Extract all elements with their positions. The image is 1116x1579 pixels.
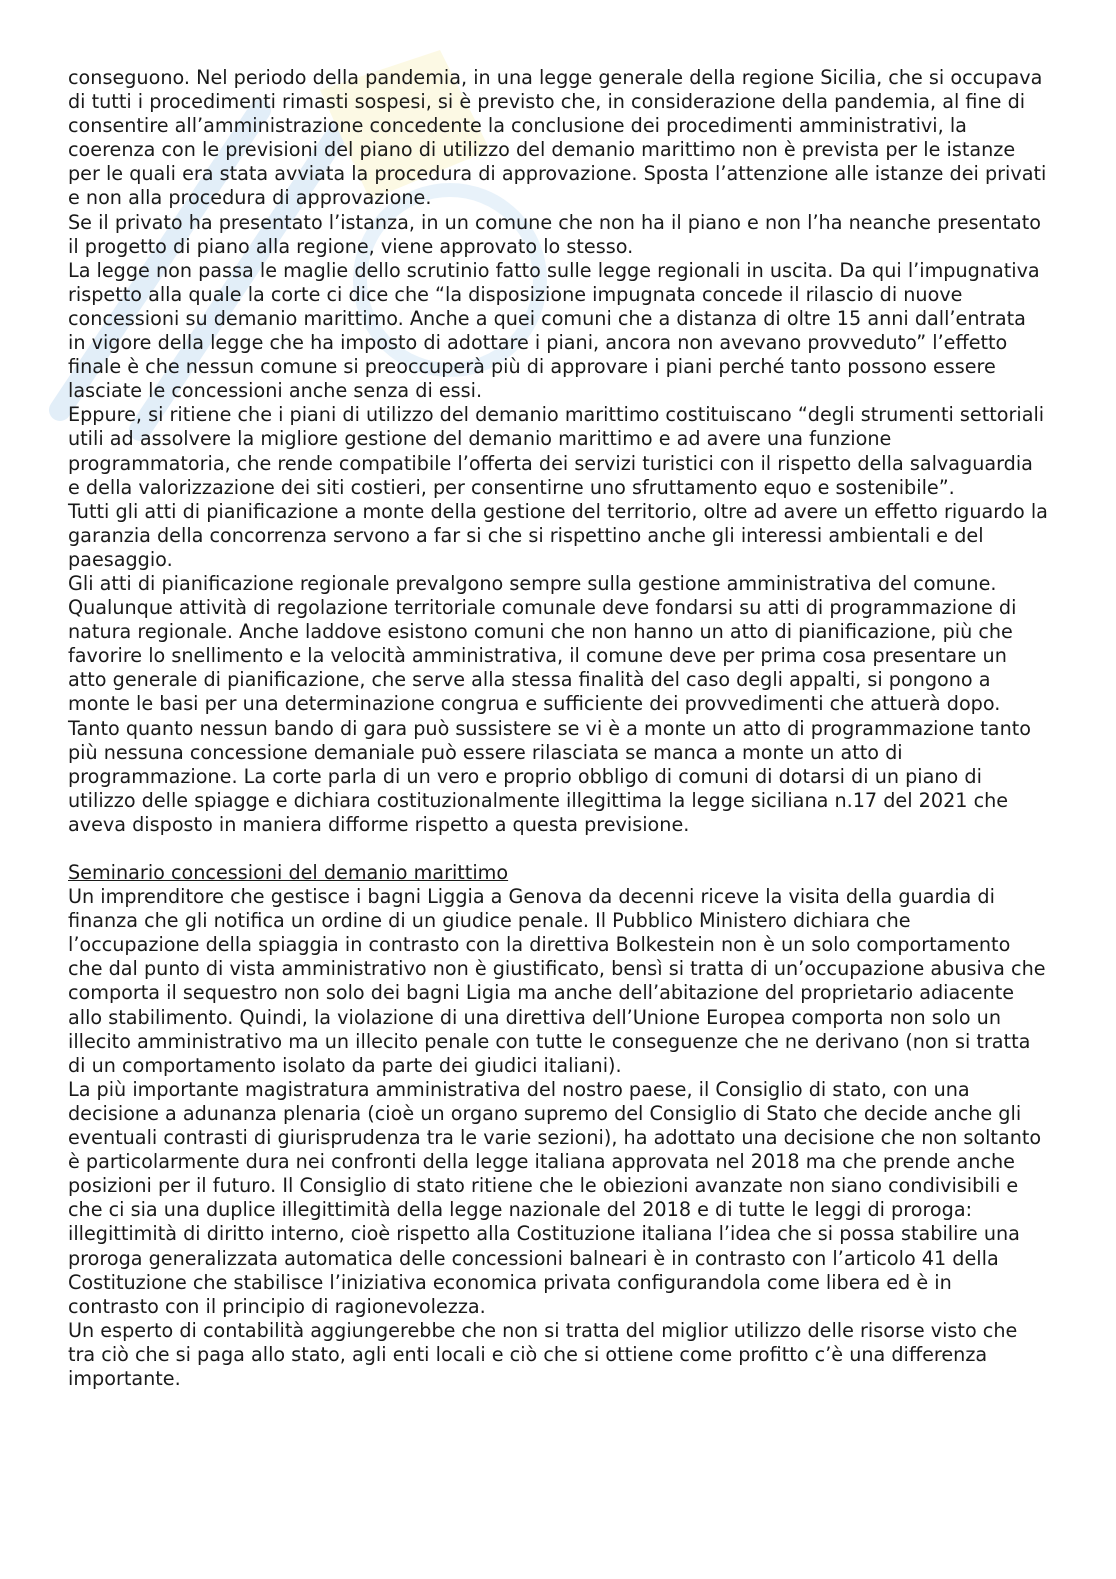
paragraph: Un imprenditore che gestisce i bagni Liggia a Genova da decenni riceve la visita della guardia di finanza che gli notifica un ordine di un giudice penale. Il Pubblico Ministero dichiara che l’occupazione della spiaggia in contrasto con la direttiva Bolkestein non è un solo comportamento che dal punto di vista amministrativo non è giustificato, bensì si tratta di un’occupazione abusiva che comporta il sequestro non solo dei bagni Ligia ma anche dell’abitazione del proprietario adiacente allo stabilimento. Quindi, la violazione di una direttiva dell’Unione Europea comporta non solo un illecito amministrativo ma un illecito penale con tutte le conseguenze che ne derivano (non si tratta di un comportamento isolato da parte dei giudici italiani). bbox=[68, 885, 1046, 1077]
paragraph: Tanto quanto nessun bando di gara può sussistere se vi è a monte un atto di programmazione tanto più nessuna concessione demaniale può essere rilasciata se manca a monte un atto di programmazione. La corte parla di un vero e proprio obbligo di comuni di dotarsi di un piano di utilizzo delle spiagge e dichiara costituzionalmente illegittima la legge siciliana n.17 del 2021 che aveva disposto in maniera difforme rispetto a questa previsione. bbox=[68, 716, 1031, 836]
paragraph: Gli atti di pianificazione regionale prevalgono sempre sulla gestione amministrativa del comune. Qualunque attività di regolazione territoriale comunale deve fondarsi su atti di programmazione di natura regionale. Anche laddove esistono comuni che non hanno un atto di pianificazione, più che favorire lo snellimento e la velocità amministrativa, il comune deve per prima cosa presentare un atto generale di pianificazione, che serve alla stessa finalità del caso degli appalti, si pongono a monte le basi per una determinazione congrua e sufficiente dei provvedimenti che attuerà dopo. bbox=[68, 571, 1017, 716]
paragraph: Un esperto di contabilità aggiungerebbe che non si tratta del miglior utilizzo delle risorse visto che tra ciò che si paga allo stato, agli enti locali e ciò che si ottiene come profitto c’è una differenza importante. bbox=[68, 1318, 1018, 1390]
paragraph: La più importante magistratura amministrativa del nostro paese, il Consiglio di stato, con una decisione a adunanza plenaria (cioè un organo supremo del Consiglio di Stato che decide anche gli eventuali contrasti di giurisprudenza tra le varie sezioni), ha adottato una decisione che non soltanto è particolarmente dura nei confronti della legge italiana approvata nel 2018 ma che prende anche posizioni per il futuro. Il Consiglio di stato ritiene che le obiezioni avanzate non siano condivisibili e che ci sia una duplice illegittimità della legge nazionale del 2018 e di tutte le leggi di proroga: illegittimità di diritto interno, cioè rispetto alla Costituzione italiana l’idea che si possa stabilire una proroga generalizzata automatica delle concessioni balneari è in contrasto con l’articolo 41 della Costituzione che stabilisce l’iniziativa economica privata configurandola come libera ed è in contrasto con il principio di ragionevolezza. bbox=[68, 1077, 1042, 1318]
paragraph: Se il privato ha presentato l’istanza, in un comune che non ha il piano e non l’ha neanche presentato il progetto di piano alla regione, viene approvato lo stesso. bbox=[68, 210, 1042, 258]
paragraph: Eppure, si ritiene che i piani di utilizzo del demanio marittimo costituiscano “degli strumenti settoriali utili ad assolvere la migliore gestione del demanio marittimo e ad avere una funzione programmatoria, che rende compatibile l’offerta dei servizi turistici con il rispetto della salvaguardia e della valorizzazione dei siti costieri, per consentirne uno sfruttamento equo e sostenibile”. bbox=[68, 403, 1045, 499]
paragraph: conseguono. Nel periodo della pandemia, in una legge generale della regione Sicilia, che si occupava di tutti i procedimenti rimasti sospesi, si è previsto che, in considerazione della pandemia, al fine di consentire all’amministrazione concedente la conclusione dei procedimenti amministrativi, la coerenza con le previsioni del piano di utilizzo del demanio marittimo non è prevista per le istanze per le quali era stata avviata la procedura di approvazione. Sposta l’attenzione alle istanze dei privati e non alla procedura di approvazione. bbox=[68, 66, 1047, 210]
paragraph: La legge non passa le maglie dello scrutinio fatto sulle legge regionali in uscita. Da qui l’impugnativa rispetto alla quale la corte ci dice che “la disposizione impugnata concede il rilascio di nuove concessioni su demanio marittimo. Anche a quei comuni che a distanza di oltre 15 anni dall’entrata in vigore della legge che ha imposto di adottare i piani, ancora non avevano provveduto” l’effetto finale è che nessun comune si preoccuperà più di approvare i piani perché tanto possono essere lasciate le concessioni anche senza di essi. bbox=[68, 258, 1040, 403]
paragraph: Tutti gli atti di pianificazione a monte della gestione del territorio, oltre ad avere un effetto riguardo la garanzia della concorrenza servono a far si che si rispettino anche gli interessi ambientali e del paesaggio. bbox=[68, 499, 1048, 571]
section-title: Seminario concessioni del demanio marittimo bbox=[68, 861, 509, 884]
document-body bbox=[68, 66, 1048, 1391]
